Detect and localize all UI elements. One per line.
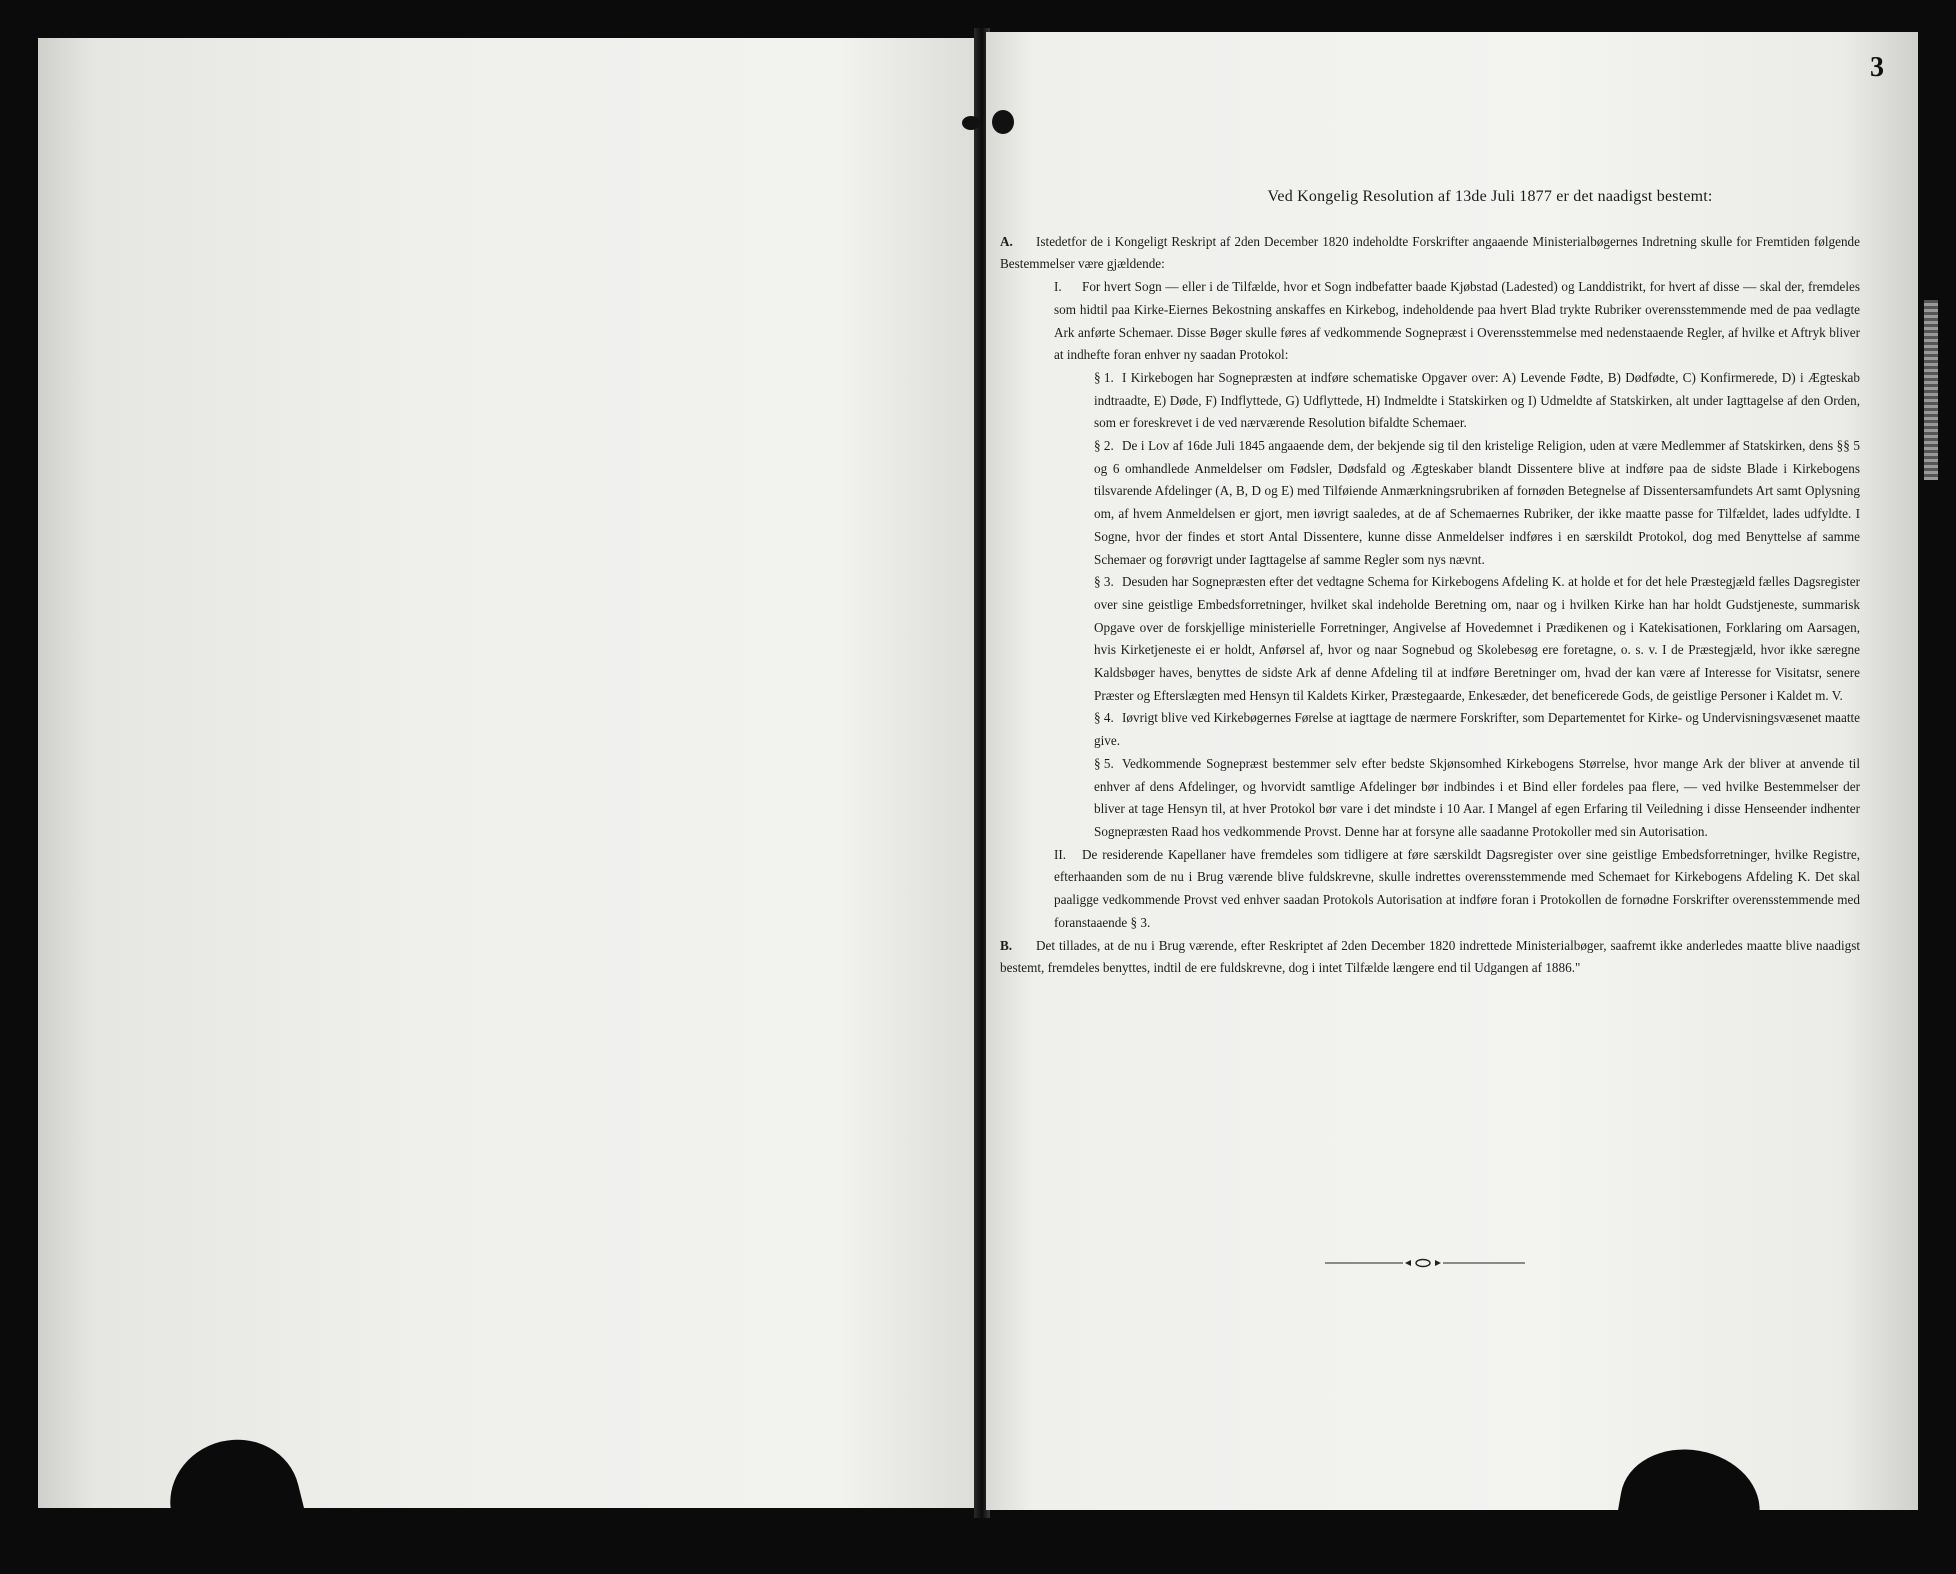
paragraph-4-text: Iøvrigt blive ved Kirkebøgernes Førelse at iagttage de nærmere Forskrifter, som Departementet for Kirke- og Undervisningsvæsenet maatte give. [1094, 710, 1860, 749]
resolution-text [1000, 186, 1860, 980]
paragraph-3 [1094, 571, 1860, 707]
paragraph-5-text: Vedkommende Sognepræst bestemmer selv efter bedste Skjønsomhed Kirkebogens Størrelse, hvor mange Ark der bliver at anvende til enhver af dens Afdelinger, og hvorvidt samtlige Afdelinger bør indbindes i et Bind eller fordeles paa flere, — ved hvilke Bestemmelser der bliver at tage Hensyn til, at hver Protokol bør vare i det mindste i 10 Aar. I Mangel af egen Erfaring til Veiledning i disse Henseender indhenter Sognepræsten Raad hos vedkommende Provst. Denne har at forsyne alle saadanne Protokoller med sin Autorisation. [1094, 755, 1860, 839]
page-number: 3 [1870, 52, 1884, 83]
ornament-divider [1325, 1256, 1525, 1270]
left-page-blank [38, 38, 978, 1508]
paragraph-2 [1094, 435, 1860, 571]
section-ii-text: De residerende Kapellaner have fremdeles som tidligere at føre særskildt Dagsregister over sine geistlige Embedsforretninger, hvilke Registre, efterhaanden som de nu i Brug værende blive fuldskrevne, skulle indrettes overensstemmende med Schemaet for Kirkebogens Afdeling K. Det skal paaligge vedkommende Provst ved enhver saadan Protokols Autorisation at indføre foran i Protokollen de fornødne Forskrifter overensstemmende med foranstaaende § 3. [1054, 846, 1860, 930]
binding-thread-mark [962, 116, 980, 130]
section-b-label: B. [1000, 937, 1013, 953]
paragraph-1-text: I Kirkebogen har Sognepræsten at indføre schematiske Opgaver over: A) Levende Fødte, B) Dødfødte, C) Konfirmerede, D) i Ægteskab indtraadte, E) Døde, F) Indflyttede, G) Udflyttede, H) Indmeldte i Statskirken og I) Udmeldte af Statskirken, alt under Iagttagelse af den Orden, som er foreskrevet i de ved nærværende Resolution bifaldte Schemaer. [1094, 369, 1860, 431]
paragraph-2-text: De i Lov af 16de Juli 1845 angaaende dem, der bekjende sig til den kristelige Religion, uden at være Medlemmer af Statskirken, dens §§ 5 og 6 omhandlede Anmeldelser om Fødsler, Dødsfald og Ægteskaber blandt Dissentere blive at indføre paa de sidste Blade i Kirkebogens tilsvarende Afdelinger (A, B, D og E) med Tilføiende Anmærkningsrubriken af fornøden Betegnelse af Dissentersamfundets Art samt Oplysning om, af hvem Anmeldelsen er gjort, men iøvrigt saaledes, at de af Schemaernes Rubriker, der ikke maatte passe for Tilfældet, lades udfyldte. I Sogne, hvor der findes et stort Antal Dissentere, kunne disse Anmeldelser indføres i en særskildt Protokol, dog med Benyttelse af samme Schemaer og forøvrigt under Iagttagelse af samme Regler som nys nævnt. [1094, 438, 1860, 567]
paragraph-2-label: § 2. [1094, 438, 1114, 454]
section-ii-label: II. [1054, 846, 1067, 862]
page-edge-strip [1924, 300, 1938, 480]
paragraph-4-label: § 4. [1094, 710, 1114, 726]
paragraph-4 [1094, 707, 1860, 752]
section-a-text: Istedetfor de i Kongeligt Reskript af 2den December 1820 indeholdte Forskrifter angaaende Ministerialbøgernes Indretning skulle for Fremtiden følgende Bestemmelser være gjældende: [1000, 233, 1860, 272]
paragraph-5-label: § 5. [1094, 755, 1114, 771]
paragraph-3-label: § 3. [1094, 574, 1114, 590]
section-a [1000, 231, 1860, 276]
ornament-divider-icon [1325, 1256, 1525, 1270]
document-heading: Ved Kongelig Resolution af 13de Juli 1877 er det naadigst bestemt: [1267, 188, 1713, 205]
section-ii [1054, 844, 1860, 935]
section-i [1054, 276, 1860, 367]
binding-thread-mark [992, 110, 1014, 134]
paragraph-3-text: Desuden har Sognepræsten efter det vedtagne Schema for Kirkebogens Afdeling K. at holde et for det hele Præstegjæld fælles Dagsregister over sine geistlige Embedsforretninger, hvilket skal indeholde Beretning om, naar og i hvilken Kirke han har holdt Gudstjeneste, summarisk Opgave over de forskjellige ministerielle Forretninger, Angivelse af Hovedemnet i Prædikenen og i Katekisationen, Forklaring om Aarsagen, hvis Kirketjeneste ei er holdt, Anførsel af, hvor og naar Sognebud og Skolebesøg ere foretagne, o. s. v. I de Præstegjæld, hvor ikke særegne Kaldsbøger haves, benyttes de sidste Ark af denne Afdeling til at indføre Beretninger om, hvad der kan være af Interesse for Visitatsr, senere Præster og Efterslægten med Hensyn til Kaldets Kirker, Præstegaarde, Enkesæder, det beneficerede Gods, de geistlige Personer i Kaldet m. V. [1094, 574, 1860, 703]
section-i-label: I. [1054, 279, 1062, 295]
paragraph-5 [1094, 753, 1860, 844]
section-b-text: Det tillades, at de nu i Brug værende, efter Reskriptet af 2den December 1820 indrettede Ministerialbøger, saafremt ikke anderledes maatte blive naadigst bestemt, fremdeles benyttes, indtil de ere fuldskrevne, dog i intet Tilfælde længere end til Udgangen af 1886." [1000, 937, 1860, 976]
paragraph-1 [1094, 367, 1860, 435]
section-i-text: For hvert Sogn — eller i de Tilfælde, hvor et Sogn indbefatter baade Kjøbstad (Ladested) og Landdistrikt, for hvert af disse — skal der, fremdeles som hidtil paa Kirke-Eiernes Bekostning anskaffes en Kirkebog, indeholdende paa hvert Blad trykte Rubriker overensstemmende med de paa vedlagte Ark anførte Schemaer. Disse Bøger skulle føres af vedkommende Sognepræst i Overensstemmelse med nedenstaaende Regler, af hvilke et Aftryk bliver at indhefte foran enhver ny saadan Protokol: [1054, 279, 1860, 363]
section-a-label: A. [1000, 233, 1013, 249]
section-b [1000, 935, 1860, 980]
paragraph-1-label: § 1. [1094, 369, 1114, 385]
